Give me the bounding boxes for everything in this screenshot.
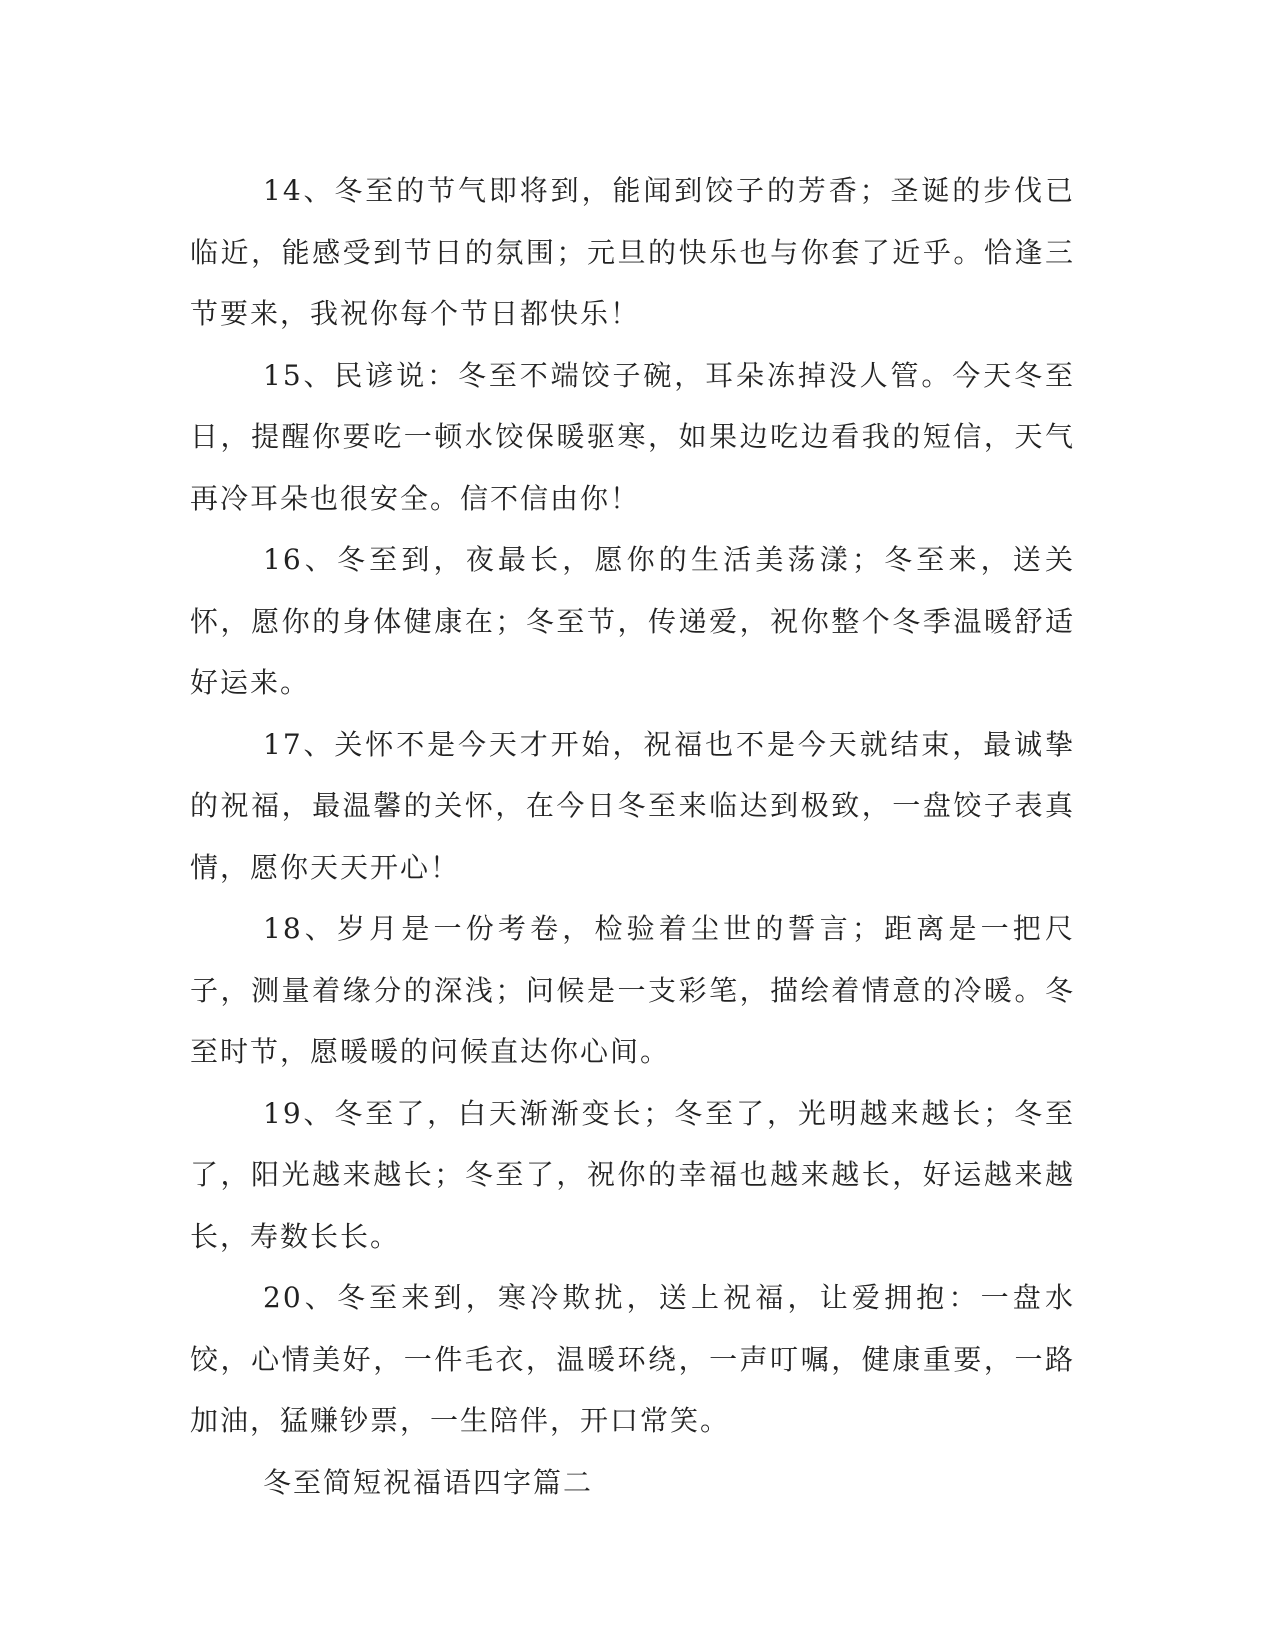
paragraph-16: 16、冬至到，夜最长，愿你的生活美荡漾；冬至来，送关怀，愿你的身体健康在；冬至节，传递爱，祝你整个冬季温暖舒适好运来。 [190,543,1075,699]
paragraph-14: 14、冬至的节气即将到，能闻到饺子的芳香；圣诞的步伐已临近，能感受到节日的氛围；元旦的快乐也与你套了近乎。恰逢三节要来，我祝你每个节日都快乐！ [190,174,1075,330]
section-heading: 冬至简短祝福语四字篇二 [263,1465,594,1499]
paragraph-15: 15、民谚说：冬至不端饺子碗，耳朵冻掉没人管。今天冬至日，提醒你要吃一顿水饺保暖驱寒，如果边吃边看我的短信，天气再冷耳朵也很安全。信不信由你！ [190,358,1075,515]
document-body [190,160,1075,1513]
paragraph-19: 19、冬至了，白天渐渐变长；冬至了，光明越来越长；冬至了，阳光越来越长；冬至了，祝你的幸福也越来越长，好运越来越长，寿数长长。 [190,1096,1075,1253]
paragraph-20: 20、冬至来到，寒冷欺扰，送上祝福，让爱拥抱：一盘水饺，心情美好，一件毛衣，温暖环绕，一声叮嘱，健康重要，一路加油，猛赚钞票，一生陪伴，开口常笑。 [190,1281,1075,1437]
paragraph-18: 18、岁月是一份考卷，检验着尘世的誓言；距离是一把尺子，测量着缘分的深浅；问候是一支彩笔，描绘着情意的冷暖。冬至时节，愿暖暖的问候直达你心间。 [190,912,1075,1068]
paragraph-17: 17、关怀不是今天才开始，祝福也不是今天就结束，最诚挚的祝福，最温馨的关怀，在今日冬至来临达到极致，一盘饺子表真情，愿你天天开心！ [190,727,1075,884]
